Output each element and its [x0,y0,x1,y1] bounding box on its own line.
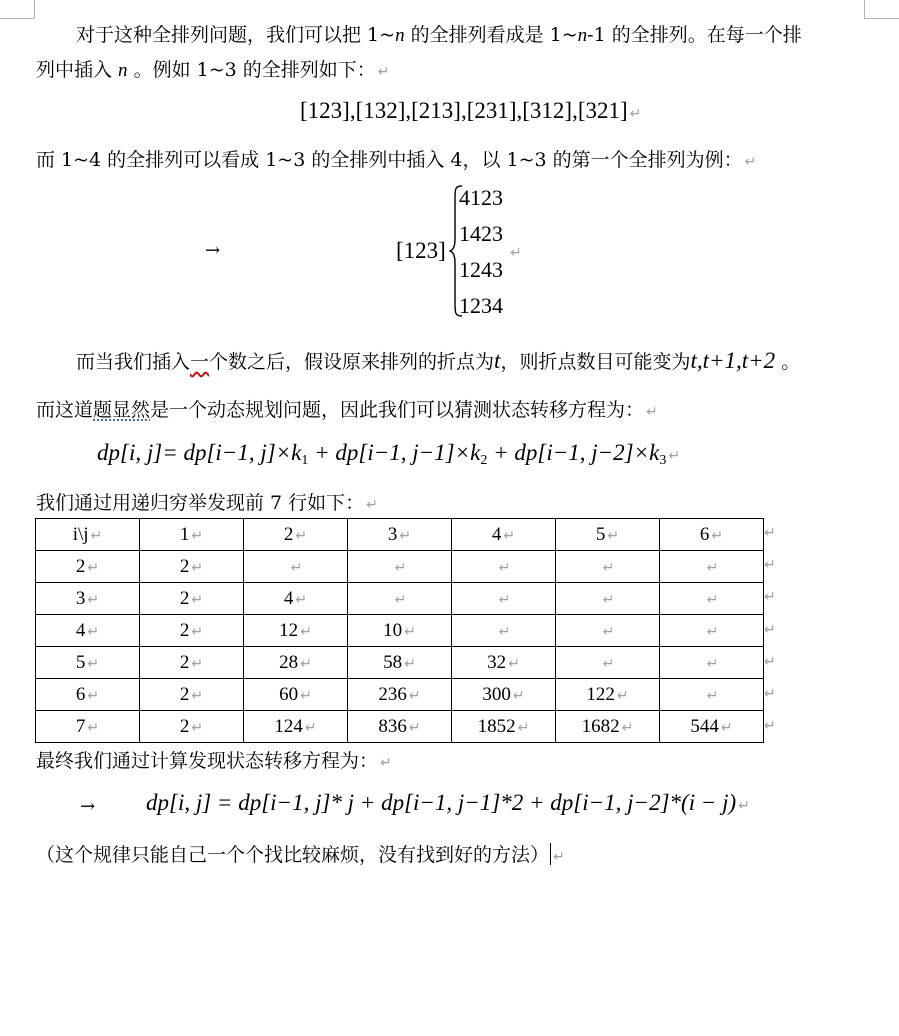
table-cell[interactable]: 4 ↵ [36,615,140,647]
row-end-mark: ↵ [764,589,776,606]
table-cell[interactable]: 3 ↵ [36,583,140,615]
paragraph-insert: 而 1~4 的全排列可以看成 1~3 的全排列中插入 4，以 1~3 的第一个全排列为例： ↵ [36,149,757,171]
paragraph-intro: 对于这种全排列问题，我们可以把 1~n 的全排列看成是 1~n-1 的全排列。在每一个排 列中插入 n 。例如 1~3 的全排列如下： ↵ [36,24,802,81]
paragraph-table-intro: 我们通过用递归穷举发现前 7 行如下： ↵ [36,492,378,514]
paragraph-mark: ↵ [377,64,390,80]
table-header-cell[interactable]: 6 ↵ [660,519,764,551]
crop-mark-top-left [0,0,35,19]
table-cell[interactable]: 122 ↵ [556,679,660,711]
dp-table [35,518,764,743]
crop-mark-top-right [864,0,899,19]
table-cell[interactable]: 60 ↵ [244,679,348,711]
equation-guess: dp[i, j]= dp[i−1, $j]\times k_1 + dp[i-1$, $j-1]\times k_2 + dp[i-1$, $j-2]\times k_3$ ↵ [97,440,681,468]
table-cell[interactable]: ↵ [348,583,452,615]
table-cell[interactable]: 2 ↵ [36,551,140,583]
table-cell[interactable]: 1852 ↵ [452,711,556,743]
table-cell[interactable]: 2 ↵ [140,615,244,647]
insert-result-3: 1243 [459,257,503,282]
insert-result-1: 4123 [459,185,503,210]
table-cell[interactable]: 10 ↵ [348,615,452,647]
table-cell[interactable]: 5 ↵ [36,647,140,679]
equation-final: dp[i, j] = dp[i−1, j]* j + dp[i−1, j−1]*2 + dp[i−1, j−2]*(i − j) ↵ [146,790,750,815]
base-permutation: [123] [396,238,446,263]
insert-result-4: 1234 [459,293,503,318]
table-row [36,647,764,679]
spellcheck-underline: 一 [190,351,210,373]
table-cell[interactable]: ↵ [348,551,452,583]
table-cell[interactable]: 12 ↵ [244,615,348,647]
grammar-underline: 题显然 [93,399,151,421]
table-cell[interactable]: ↵ [660,647,764,679]
table-row [36,679,764,711]
table-cell[interactable]: ↵ [556,615,660,647]
table-cell[interactable]: 124 ↵ [244,711,348,743]
table-header-cell[interactable]: 5 ↵ [556,519,660,551]
table-cell[interactable]: 2 ↵ [140,679,244,711]
table-cell[interactable]: ↵ [556,647,660,679]
table-cell[interactable]: 7 ↵ [36,711,140,743]
text-cursor [550,843,551,865]
row-end-mark: ↵ [764,557,776,574]
table-cell[interactable]: 58 ↵ [348,647,452,679]
table-cell[interactable]: ↵ [660,615,764,647]
table-cell[interactable]: ↵ [452,551,556,583]
row-end-mark: ↵ [764,686,776,702]
table-cell[interactable]: 2 ↵ [140,711,244,743]
table-cell[interactable]: ↵ [452,615,556,647]
table-row [36,711,764,743]
table-cell[interactable]: 6 ↵ [36,679,140,711]
row-end-mark: ↵ [764,525,776,541]
table-cell[interactable]: 2 ↵ [140,583,244,615]
table-cell[interactable]: ↵ [452,583,556,615]
table-row [36,551,764,583]
arrow-icon: → [205,240,221,261]
table-cell[interactable]: ↵ [244,551,348,583]
table-cell[interactable]: 544 ↵ [660,711,764,743]
paragraph-dp: 而这道题显然是一个动态规划问题，因此我们可以猜测状态转移方程为： ↵ [36,399,658,421]
table-cell[interactable]: ↵ [556,583,660,615]
table-cell[interactable]: 2 ↵ [140,551,244,583]
table-header-cell[interactable]: 3 ↵ [348,519,452,551]
insert-result-2: 1423 [459,221,503,246]
arrow-icon: → [80,796,96,817]
table-cell[interactable]: 4 ↵ [244,583,348,615]
row-end-mark: ↵ [764,653,776,670]
table-cell[interactable]: ↵ [660,679,764,711]
row-end-mark: ↵ [764,718,776,735]
table-cell[interactable]: 2 ↵ [140,647,244,679]
table-cell[interactable]: 28 ↵ [244,647,348,679]
table-header-cell[interactable]: i\j ↵ [36,519,140,551]
permutation-list: [123],[132],[213],[231],[312],[321] ↵ [300,98,642,123]
table-cell[interactable]: ↵ [660,583,764,615]
table-header-cell[interactable]: 2 ↵ [244,519,348,551]
table-header-cell[interactable]: 4 ↵ [452,519,556,551]
table-cell[interactable]: 236 ↵ [348,679,452,711]
paragraph-note[interactable]: （这个规律只能自己一个个找比较麻烦，没有找到好的方法） ↵ [36,844,565,866]
table-cell[interactable]: 1682 ↵ [556,711,660,743]
table-cell[interactable]: 32 ↵ [452,647,556,679]
table-row [36,615,764,647]
table-header-row [36,519,764,551]
paragraph-breakpoints: 而当我们插入一个数之后，假设原来排列的折点为t，则折点数目可能变为t,t+1,t+2 。 [76,348,801,373]
table-row [36,583,764,615]
table-cell[interactable]: ↵ [660,551,764,583]
paragraph-final: 最终我们通过计算发现状态转移方程为： ↵ [36,750,392,772]
table-cell[interactable]: 300 ↵ [452,679,556,711]
table-cell[interactable]: 836 ↵ [348,711,452,743]
row-end-mark: ↵ [764,621,776,638]
table-header-cell[interactable]: 1 ↵ [140,519,244,551]
table-cell[interactable]: ↵ [556,551,660,583]
